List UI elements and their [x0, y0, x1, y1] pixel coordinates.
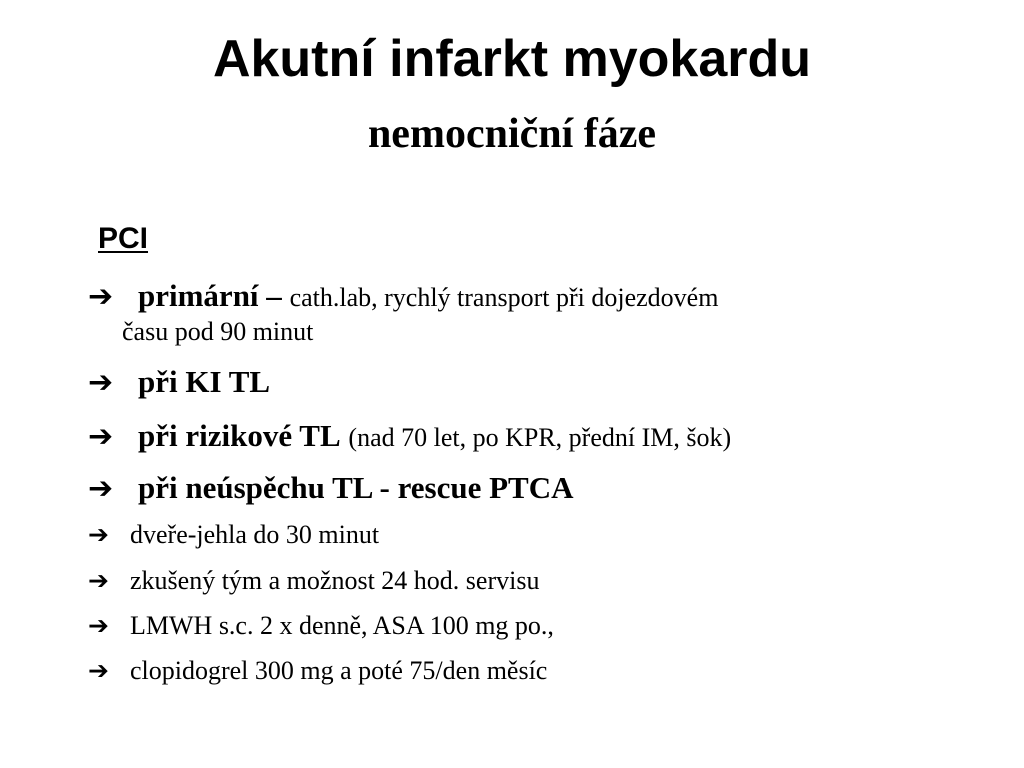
bullet-continuation: času pod 90 minut — [122, 317, 314, 346]
bullet-item-team — [88, 565, 539, 597]
bullet-lead: při neúspěchu TL - rescue PTCA — [138, 470, 574, 505]
bullet-detail: cath.lab, rychlý transport při dojezdovém — [289, 283, 719, 312]
bullet-text: zkušený tým a možnost 24 hod. servisu — [130, 566, 540, 595]
bullet-text: dveře-jehla do 30 minut — [130, 520, 380, 549]
bullet-lead: při KI TL — [138, 364, 271, 399]
bullet-lead: primární – — [138, 278, 282, 313]
bullet-item-clopidogrel — [88, 655, 547, 687]
right-arrow-icon: ➔ — [88, 365, 114, 400]
right-arrow-icon: ➔ — [88, 471, 114, 506]
bullet-item-lmwh — [88, 610, 554, 642]
slide-subtitle: nemocniční fáze — [367, 111, 657, 157]
bullet-lead: při rizikové TL — [138, 418, 341, 453]
right-arrow-icon: ➔ — [88, 656, 109, 685]
right-arrow-icon: ➔ — [88, 419, 114, 454]
bullet-item-risk-tl — [88, 418, 731, 456]
section-heading: PCI — [98, 222, 149, 255]
right-arrow-icon: ➔ — [88, 611, 109, 640]
bullet-item-door-needle — [88, 519, 379, 551]
bullet-text: clopidogrel 300 mg a poté 75/den měsíc — [130, 656, 548, 685]
bullet-item-rescue-ptca — [88, 470, 573, 507]
right-arrow-icon: ➔ — [88, 566, 109, 595]
slide-title: Akutní infarkt myokardu — [212, 30, 812, 88]
right-arrow-icon: ➔ — [88, 279, 114, 314]
bullet-item-primary — [88, 278, 718, 348]
right-arrow-icon: ➔ — [88, 520, 109, 549]
bullet-item-ki-tl — [88, 364, 270, 401]
bullet-text: LMWH s.c. 2 x denně, ASA 100 mg po., — [130, 611, 554, 640]
bullet-detail: (nad 70 let, po KPR, přední IM, šok) — [348, 423, 732, 452]
